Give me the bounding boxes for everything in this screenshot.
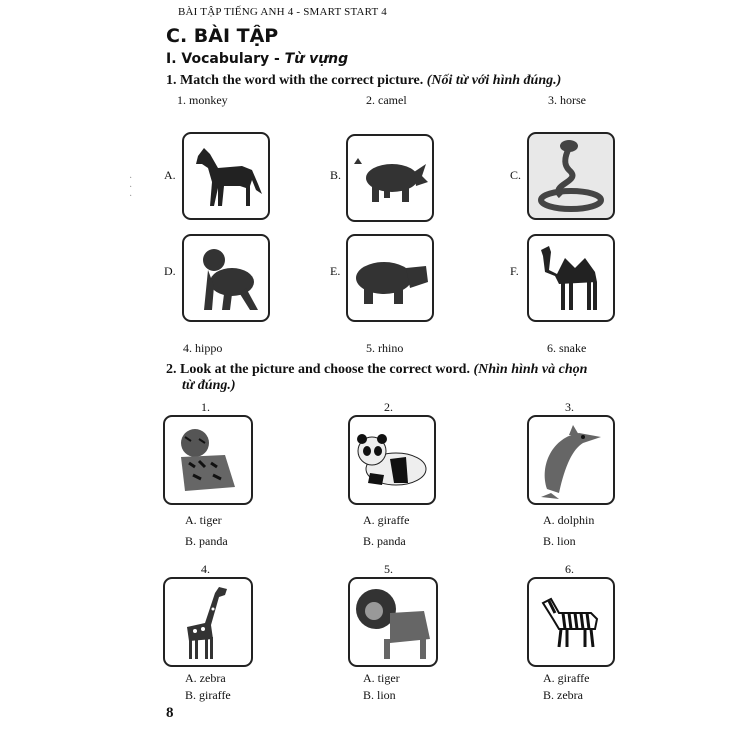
q1-word-6: 6. snake [547, 341, 587, 355]
q1-letter-b: B. [330, 168, 342, 182]
monkey-icon [184, 236, 268, 320]
q2-item5-option-b[interactable]: B. lion [363, 688, 396, 702]
q1-word-2: 2. camel [366, 93, 407, 107]
q1-picture-rhino[interactable] [346, 134, 434, 222]
question-1-vi: (Nối từ với hình đúng.) [426, 73, 562, 88]
q1-word-3: 3. horse [548, 93, 586, 107]
question-1-instruction [166, 73, 561, 89]
vocabulary-heading-sep: - [269, 51, 285, 67]
q2-number-5: 5. [384, 562, 393, 576]
camel-icon [529, 236, 613, 320]
q2-number-3: 3. [565, 400, 574, 414]
q1-picture-camel[interactable] [527, 234, 615, 322]
q2-item5-option-a[interactable]: A. tiger [363, 671, 400, 685]
q2-item6-option-b[interactable]: B. zebra [543, 688, 583, 702]
q2-number-6: 6. [565, 562, 574, 576]
q2-picture-panda[interactable] [348, 415, 436, 505]
page-number: 8 [166, 705, 174, 721]
q2-item3-option-a[interactable]: A. dolphin [543, 513, 595, 527]
question-2-label: 2. Look at the picture and choose the correct word. [166, 362, 470, 377]
q2-picture-dolphin[interactable] [527, 415, 615, 505]
q1-picture-horse[interactable] [182, 132, 270, 220]
q2-picture-lion[interactable] [348, 577, 438, 667]
q1-word-1: 1. monkey [177, 93, 228, 107]
q2-item2-option-b[interactable]: B. panda [363, 534, 406, 548]
q1-word-4: 4. hippo [183, 341, 223, 355]
panda-icon [350, 417, 434, 503]
vocabulary-heading [166, 51, 348, 67]
q2-item2-option-a[interactable]: A. giraffe [363, 513, 410, 527]
q1-letter-d: D. [164, 264, 176, 278]
margin-dots: · · · [129, 173, 133, 202]
q2-item4-option-b[interactable]: B. giraffe [185, 688, 231, 702]
q1-word-5: 5. rhino [366, 341, 404, 355]
q2-item1-option-a[interactable]: A. tiger [185, 513, 222, 527]
giraffe-icon [165, 579, 251, 665]
rhino-icon [348, 136, 432, 220]
q2-picture-zebra[interactable] [527, 577, 615, 667]
lion-icon [350, 579, 436, 665]
q2-number-1: 1. [201, 400, 210, 414]
zebra-icon [529, 579, 613, 665]
question-2-instruction [166, 362, 587, 378]
q2-item6-option-a[interactable]: A. giraffe [543, 671, 590, 685]
q1-picture-monkey[interactable] [182, 234, 270, 322]
running-header: BÀI TẬP TIẾNG ANH 4 - SMART START 4 [178, 6, 387, 18]
section-title: C. BÀI TẬP [166, 25, 279, 47]
q2-picture-giraffe[interactable] [163, 577, 253, 667]
question-2-vi-line1: (Nhìn hình và chọn [473, 362, 588, 377]
q1-letter-e: E. [330, 264, 341, 278]
q2-number-2: 2. [384, 400, 393, 414]
q1-picture-hippo[interactable] [346, 234, 434, 322]
snake-icon [529, 134, 613, 218]
q1-letter-a: A. [164, 168, 176, 182]
q2-item1-option-b[interactable]: B. panda [185, 534, 228, 548]
vocabulary-heading-vi: Từ vựng [284, 51, 349, 67]
q2-item4-option-a[interactable]: A. zebra [185, 671, 226, 685]
q1-letter-c: C. [510, 168, 522, 182]
q2-picture-tiger[interactable] [163, 415, 253, 505]
q2-item3-option-b[interactable]: B. lion [543, 534, 576, 548]
horse-icon [184, 134, 268, 218]
question-1-label: 1. Match the word with the correct picture. [166, 73, 424, 88]
question-2-vi-line2: từ đúng.) [182, 378, 236, 393]
q1-picture-snake[interactable] [527, 132, 615, 220]
vocabulary-heading-en: I. Vocabulary [166, 51, 270, 67]
q2-number-4: 4. [201, 562, 210, 576]
tiger-icon [165, 417, 251, 503]
dolphin-icon [529, 417, 613, 503]
hippo-icon [348, 236, 432, 320]
question-2-vi-line2-wrap [182, 378, 236, 394]
q1-letter-f: F. [510, 264, 519, 278]
